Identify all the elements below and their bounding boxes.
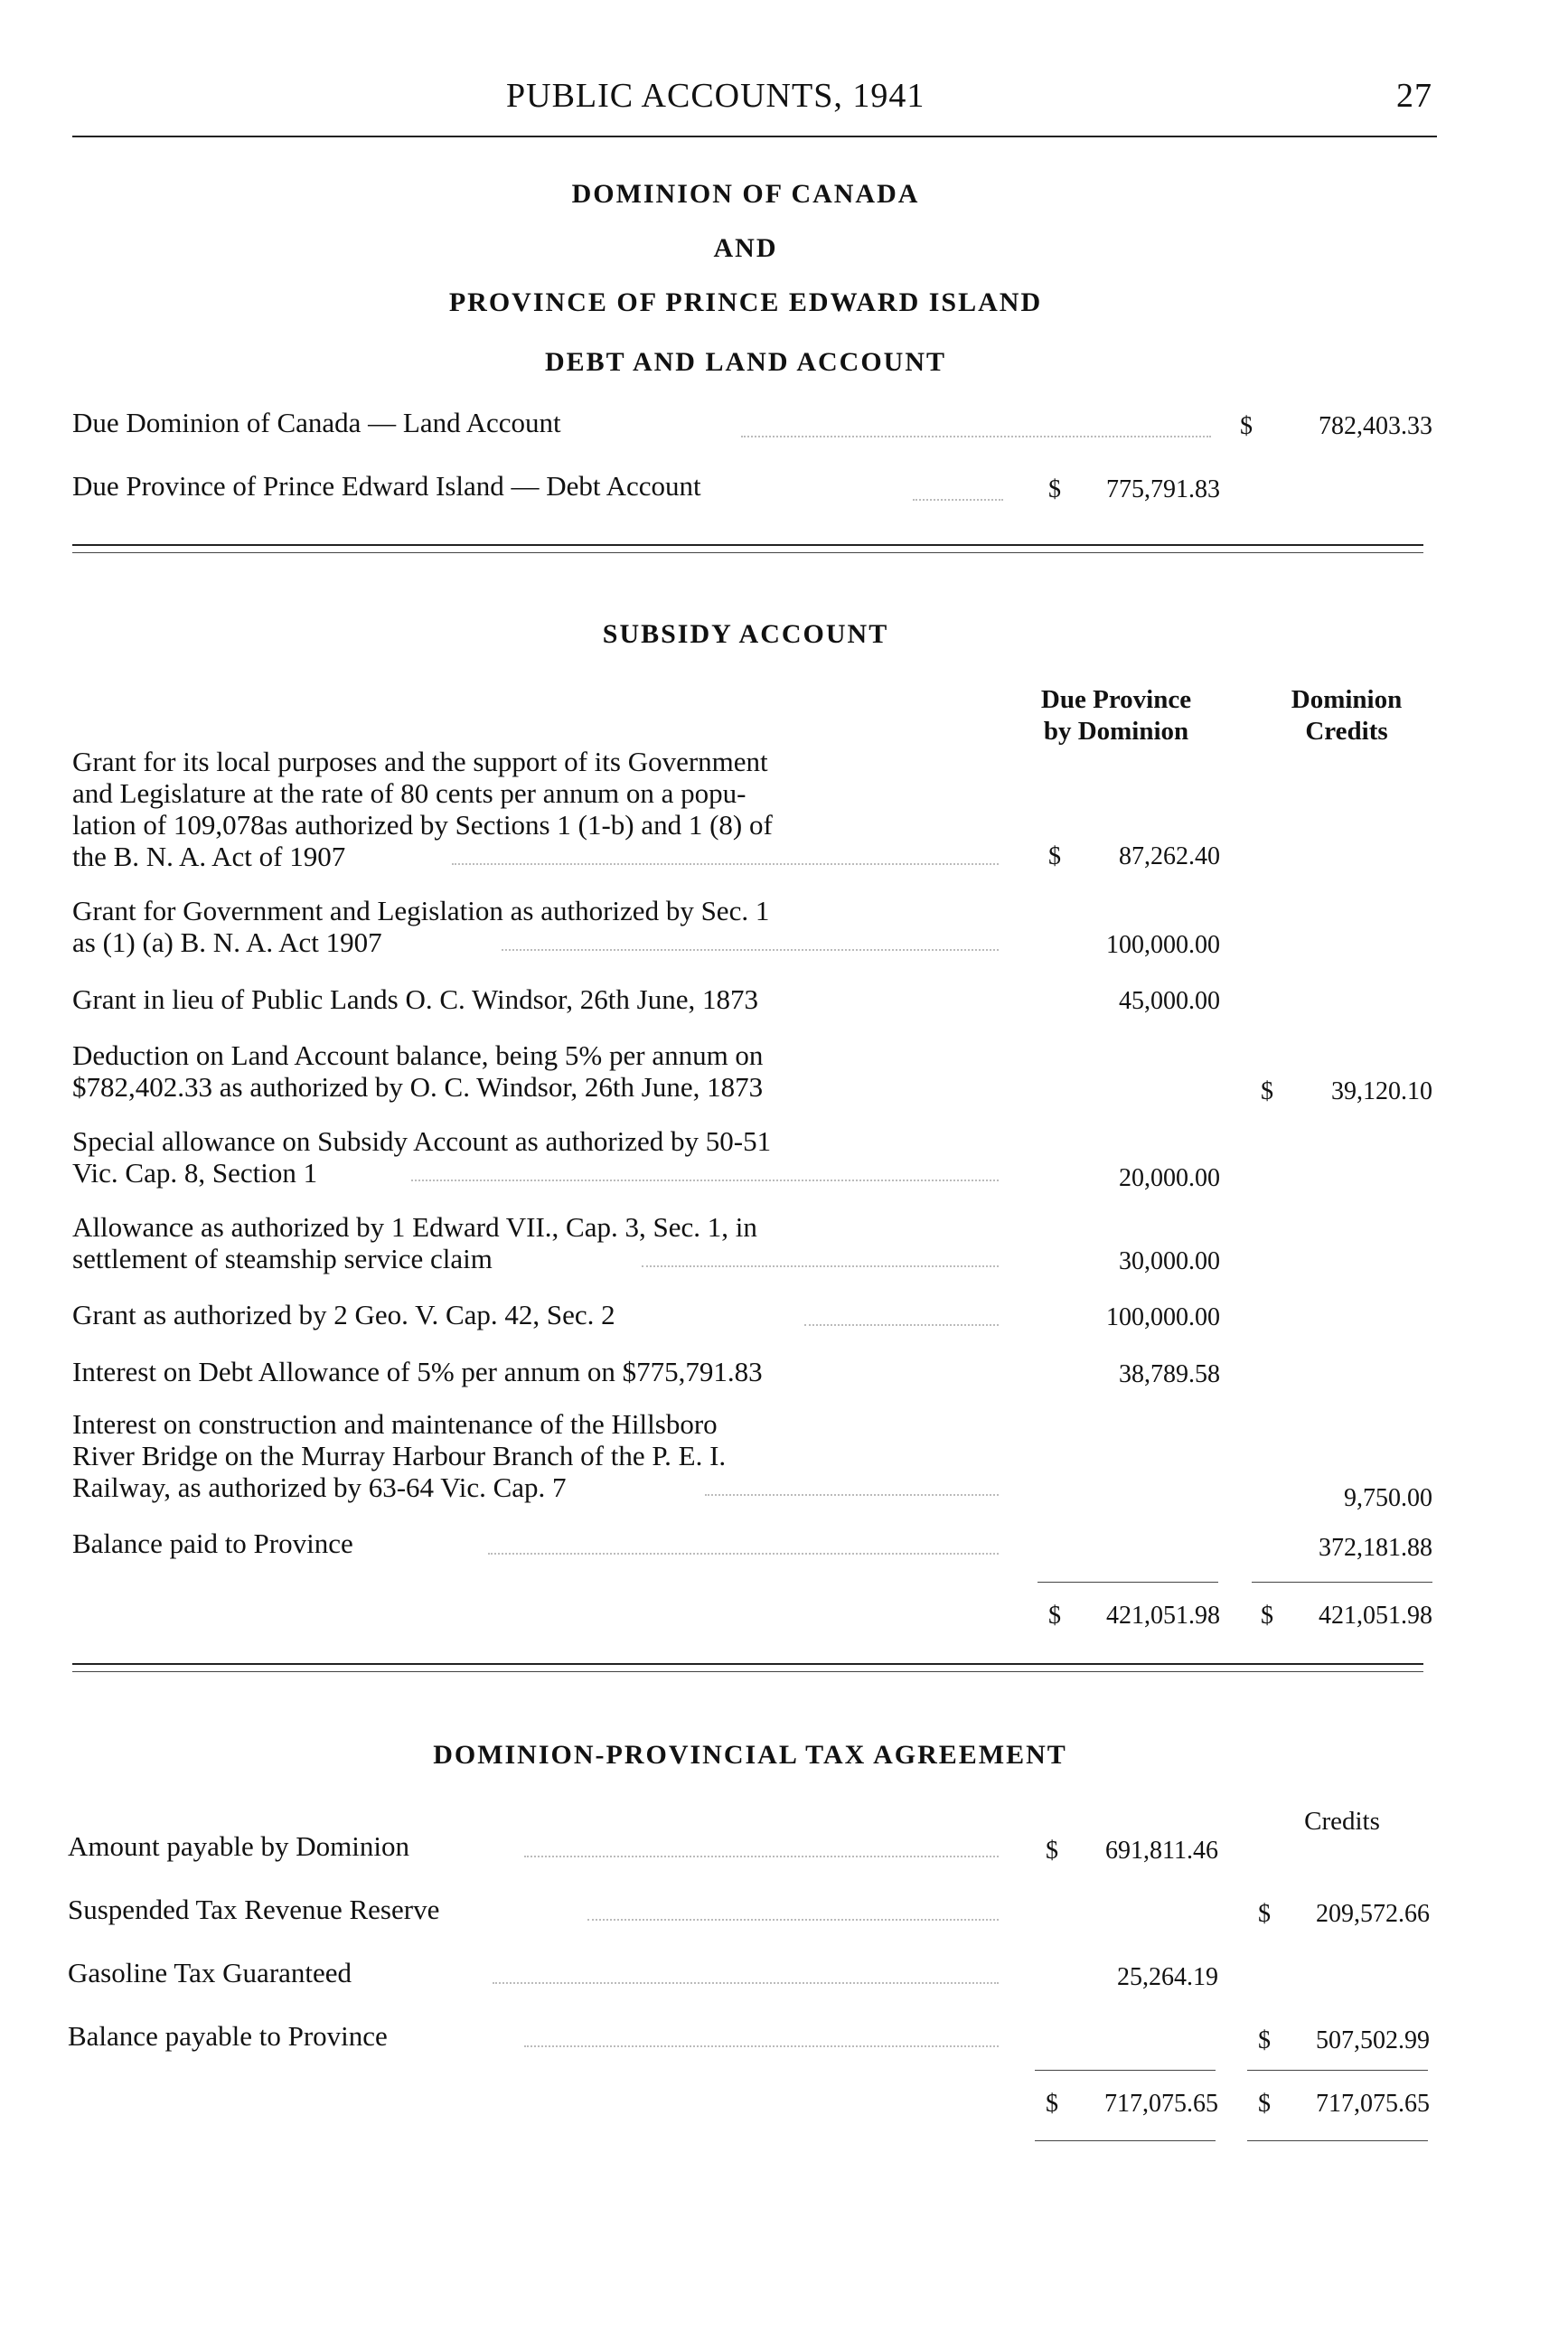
double-rule-due [1035,2140,1216,2141]
col-header-credits-line-2: Credits [1305,717,1388,746]
text-line: settlement of steamship service claim [72,1243,493,1274]
subsidy-title: SUBSIDY ACCOUNT [602,619,889,649]
section-rule [72,1663,1423,1665]
tax-row-1-dollar: $ [1046,1837,1058,1865]
tax-total-credit-dollar: $ [1258,2090,1271,2118]
tax-total-due: 717,075.65 [1104,2090,1218,2118]
heading-line-3: PROVINCE OF PRINCE EDWARD ISLAND [448,287,1043,317]
running-head-title: PUBLIC ACCOUNTS, 1941 [506,77,925,115]
leader-dots [587,1919,999,1921]
leader-dots [452,863,999,865]
header-rule [72,136,1437,137]
total-rule-credit [1247,2070,1428,2071]
debt-land-row-1-dollar: $ [1240,412,1253,440]
heading-line-1: DOMINION OF CANADA [571,179,920,209]
text-line: Grant for Government and Legislation as authorized by Sec. 1 [72,895,770,926]
leader-dots [488,1553,999,1555]
subsidy-row-8-due: 38,789.58 [1119,1360,1220,1388]
text-line: River Bridge on the Murray Harbour Branch of the P. E. I. [72,1440,727,1471]
subsidy-total-credit-dollar: $ [1261,1602,1273,1630]
subsidy-row-1-text [72,746,1003,872]
text-line: Vic. Cap. 8, Section 1 [72,1157,318,1189]
tax-row-2-dollar: $ [1258,1900,1271,1928]
subsidy-row-7-due: 100,000.00 [1106,1303,1220,1331]
page-number: 27 [1396,77,1432,115]
subsidy-row-8-text [72,1356,1003,1387]
tax-total-credit: 717,075.65 [1316,2090,1430,2118]
leader-dots [493,1982,999,1984]
subsidy-row-9-text [72,1408,1003,1503]
text-line: Grant in lieu of Public Lands O. C. Windsor, 26th June, 1873 [72,983,758,1015]
col-header-due-province [1008,684,1225,747]
text-line: the B. N. A. Act of 1907 [72,841,346,872]
debt-land-row-1-label: Due Dominion of Canada — Land Account [72,407,561,438]
text-line: and Legislature at the rate of 80 cents per annum on a popu- [72,777,746,809]
subsidy-row-6-due: 30,000.00 [1119,1247,1220,1275]
subsidy-row-4-credit: 39,120.10 [1331,1077,1432,1105]
subsidy-row-1-dollar: $ [1048,842,1061,870]
tax-row-2-credit: 209,572.66 [1316,1900,1430,1928]
text-line: Balance paid to Province [72,1528,353,1559]
tax-row-1-due: 691,811.46 [1105,1837,1218,1865]
tax-row-4-dollar: $ [1258,2026,1271,2054]
subsidy-row-3-due: 45,000.00 [1119,987,1220,1015]
tax-row-3-label: Gasoline Tax Guaranteed [68,1957,352,1988]
text-line: $782,402.33 as authorized by O. C. Windsor, 26th June, 1873 [72,1071,764,1103]
subsidy-row-2-due: 100,000.00 [1106,931,1220,959]
text-line: Interest on Debt Allowance of 5% per annum on $775,791.83 [72,1356,763,1387]
subsidy-total-due: 421,051.98 [1106,1602,1220,1630]
leader-dots [705,1494,999,1496]
leader-dots [502,949,999,951]
text-line: as (1) (a) B. N. A. Act 1907 [72,926,382,958]
tax-row-2-label: Suspended Tax Revenue Reserve [68,1894,440,1925]
text-line: Deduction on Land Account balance, being 5% per annum on [72,1039,764,1071]
heading-line-4: DEBT AND LAND ACCOUNT [544,347,946,377]
leader-dots [741,436,1211,437]
subsidy-total-due-dollar: $ [1048,1602,1061,1630]
subsidy-row-10-credit: 372,181.88 [1319,1534,1432,1562]
tax-row-4-label: Balance payable to Province [68,2020,388,2052]
double-rule-credit [1247,2140,1428,2141]
leader-dots [524,1856,999,1857]
tax-row-4-credit: 507,502.99 [1316,2026,1430,2054]
text-line: lation of 109,078as authorized by Sections 1 (1-b) and 1 (8) of [72,809,773,841]
subsidy-row-9-credit: 9,750.00 [1344,1484,1432,1512]
subsidy-row-3-text [72,983,1003,1015]
leader-dots [913,499,1003,501]
section-rule [72,552,1423,553]
leader-dots [642,1265,999,1267]
tax-title: DOMINION-PROVINCIAL TAX AGREEMENT [433,1740,1067,1770]
leader-dots [411,1180,999,1181]
debt-land-row-2-label: Due Province of Prince Edward Island — Debt Account [72,470,701,502]
total-rule-credit [1252,1582,1432,1583]
text-line: Allowance as authorized by 1 Edward VII., Cap. 3, Sec. 1, in [72,1211,757,1243]
tax-total-due-dollar: $ [1046,2090,1058,2118]
subsidy-total-credit: 421,051.98 [1319,1602,1432,1630]
col-header-credits-line-1: Dominion [1291,685,1403,714]
tax-row-3-due: 25,264.19 [1117,1963,1218,1991]
text-line: Special allowance on Subsidy Account as authorized by 50-51 [72,1125,772,1157]
leader-dots [804,1324,999,1326]
section-rule [72,544,1423,546]
debt-land-row-2-dollar: $ [1048,475,1061,503]
debt-land-row-1-amount: 782,403.33 [1319,412,1432,440]
text-line: Grant as authorized by 2 Geo. V. Cap. 42, Sec. 2 [72,1299,615,1330]
text-line: Interest on construction and maintenance of the Hillsboro [72,1408,718,1440]
section-rule [72,1671,1423,1672]
total-rule-due [1035,2070,1216,2071]
debt-land-row-2-amount: 775,791.83 [1106,475,1220,503]
text-line: Grant for its local purposes and the support of its Government [72,746,768,777]
col-header-due-line-2: by Dominion [1043,717,1189,746]
subsidy-row-4-dollar: $ [1261,1077,1273,1105]
text-line: Railway, as authorized by 63-64 Vic. Cap. 7 [72,1471,567,1503]
subsidy-row-5-due: 20,000.00 [1119,1164,1220,1192]
col-header-dominion-credits [1243,684,1451,747]
col-header-due-line-1: Due Province [1040,685,1192,714]
subsidy-row-4-text [72,1039,1003,1103]
tax-row-1-label: Amount payable by Dominion [68,1830,409,1862]
tax-credits-header: Credits [1304,1807,1380,1836]
total-rule-due [1038,1582,1218,1583]
leader-dots [524,2045,999,2047]
heading-line-2: AND [713,233,778,263]
subsidy-row-1-due: 87,262.40 [1119,842,1220,870]
